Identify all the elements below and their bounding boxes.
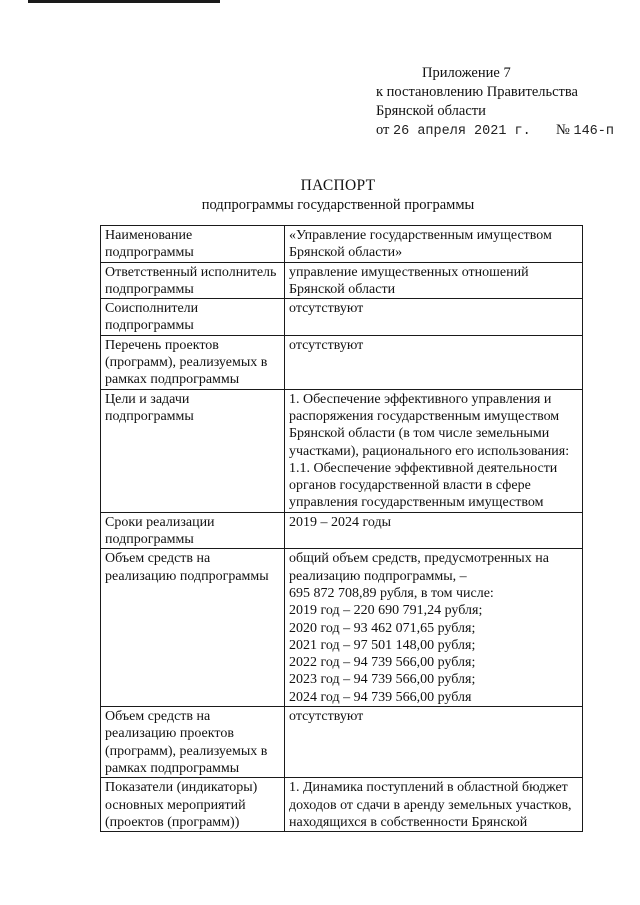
row-value: [285, 389, 583, 512]
row-label: Объем средств на реализацию проектов (программ), реализуемых в рамках подпрограммы: [101, 707, 285, 778]
row-label: Показатели (индикаторы) основных мероприятий (проектов (программ)): [101, 778, 285, 832]
doc-title: ПАСПОРТ: [300, 177, 376, 194]
appendix-date-line: [376, 121, 626, 141]
row-label: Наименование подпрограммы: [101, 226, 285, 263]
passport-table: [100, 225, 583, 832]
number-value: 146-п: [573, 124, 614, 139]
row-label: Объем средств на реализацию подпрограммы: [101, 549, 285, 707]
row-value-line: 2019 – 2024 годы: [289, 514, 392, 530]
doc-subtitle: подпрограммы государственной программы: [201, 197, 475, 213]
table-row: [101, 549, 583, 707]
row-value: [285, 549, 583, 707]
row-value-line: 2019 год – 220 690 791,24 рубля;: [289, 603, 483, 619]
row-value-line: «Управление государственным имуществом: [289, 228, 552, 243]
appendix-decree: к постановлению Правительства: [376, 84, 578, 100]
row-value: [285, 226, 583, 263]
row-value: [285, 778, 583, 832]
row-value-line: общий объем средств, предусмотренных на реализацию подпрограммы, –: [289, 551, 549, 584]
appendix-region: Брянской области: [376, 103, 486, 119]
row-value-line: 2024 год – 94 739 566,00 рубля: [289, 689, 472, 705]
row-value-line: отсутствуют: [289, 709, 364, 725]
row-label: Соисполнители подпрограммы: [101, 299, 285, 336]
row-value-line: Брянской области: [289, 281, 396, 297]
row-value-line: 695 872 708,89 рубля, в том числе:: [289, 585, 494, 601]
row-value: [285, 299, 583, 336]
table-row: [101, 512, 583, 549]
table-row: [101, 707, 583, 778]
date-value: 26 апреля 2021 г.: [393, 124, 531, 139]
number-prefix: №: [556, 122, 570, 138]
row-value-line: 1. Динамика поступлений в областной бюджет доходов от сдачи в аренду земельных участков, находящихся в собственности Брянской: [289, 780, 572, 830]
row-value-line: 1. Обеспечение эффективного управления и распоряжения государственным имуществом Брянской области (в том числе земельными участками), рационального его использования:: [289, 391, 570, 459]
title-block: [0, 176, 640, 215]
appendix-block: [376, 64, 626, 141]
row-value-line: отсутствуют: [289, 337, 364, 353]
table-row: [101, 389, 583, 512]
row-value-line: 2021 год – 97 501 148,00 рубля;: [289, 637, 476, 653]
row-value-line: 2022 год – 94 739 566,00 рубля;: [289, 655, 476, 671]
row-value-line: Брянской области»: [289, 245, 403, 261]
row-value: [285, 707, 583, 778]
row-label: Сроки реализации подпрограммы: [101, 512, 285, 549]
table-row: [101, 299, 583, 336]
date-prefix: от: [376, 122, 390, 138]
row-label: Ответственный исполнитель подпрограммы: [101, 262, 285, 299]
row-value: [285, 512, 583, 549]
table-row: [101, 778, 583, 832]
appendix-number: Приложение 7: [422, 65, 511, 81]
row-label: Перечень проектов (программ), реализуемых в рамках подпрограммы: [101, 335, 285, 389]
row-label: Цели и задачи подпрограммы: [101, 389, 285, 512]
row-value: [285, 262, 583, 299]
top-rule: [28, 0, 220, 3]
row-value: [285, 335, 583, 389]
row-value-line: 1.1. Обеспечение эффективной деятельности органов государственной власти в сфере управления государственным имуществом: [289, 460, 558, 511]
table-row: [101, 226, 583, 263]
row-value-line: управление имущественных отношений: [289, 264, 529, 280]
row-value-line: 2023 год – 94 739 566,00 рубля;: [289, 672, 476, 688]
table-row: [101, 335, 583, 389]
row-value-line: отсутствуют: [289, 301, 364, 317]
table-row: [101, 262, 583, 299]
row-value-line: 2020 год – 93 462 071,65 рубля;: [289, 620, 476, 636]
